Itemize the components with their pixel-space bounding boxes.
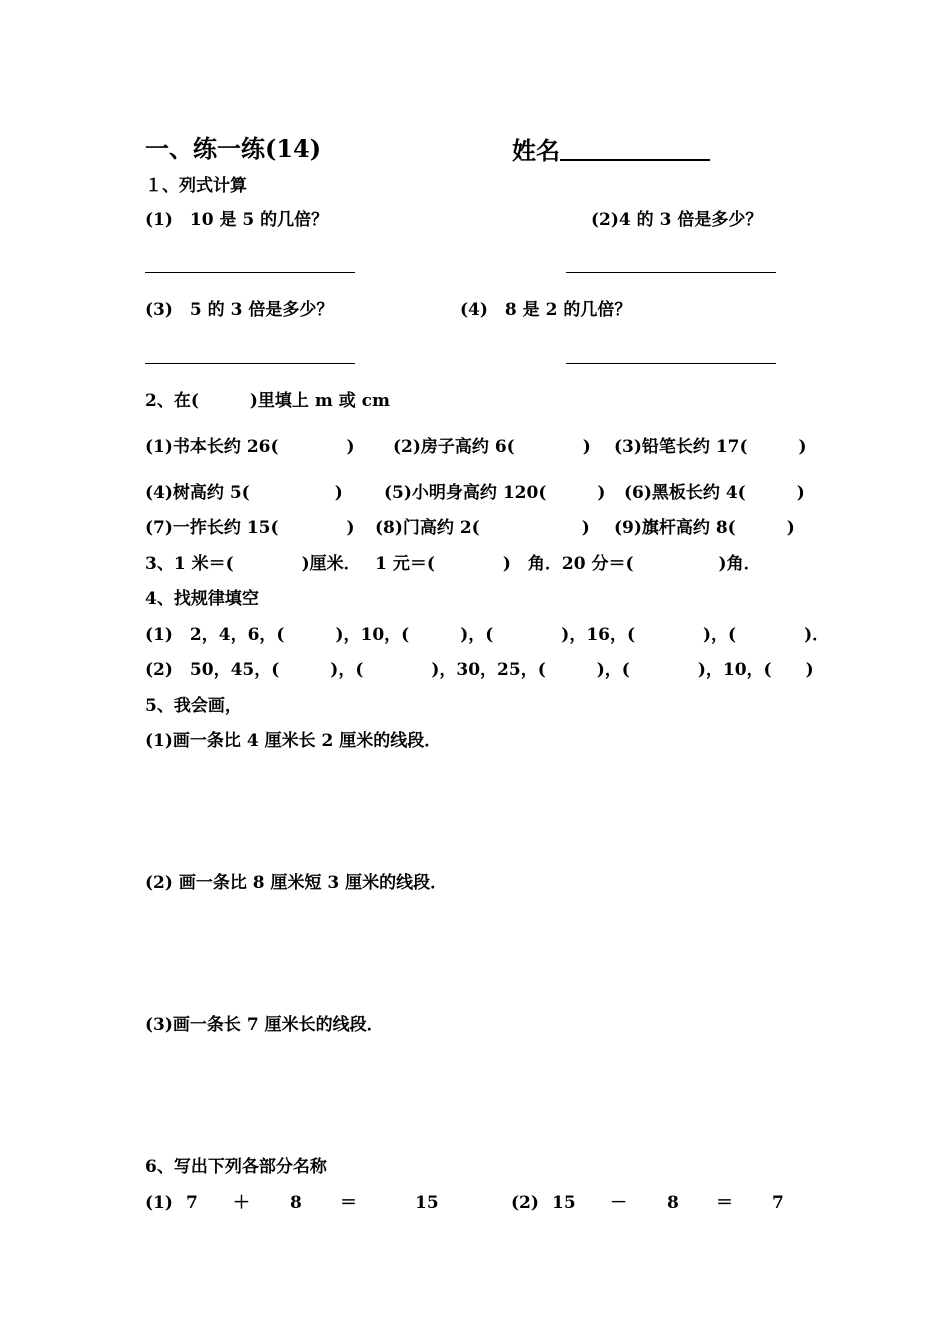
answer-line-2[interactable] — [566, 272, 776, 273]
answer-line-4[interactable] — [566, 363, 776, 364]
draw-task-3: (3)画一条长 7 厘米长的线段． — [145, 1015, 384, 1035]
name-blank[interactable] — [560, 137, 710, 161]
equation-1-addend-b: 8 — [290, 1193, 302, 1213]
unit-item-5: (5)小明身高约 120( ) — [384, 483, 606, 503]
unit-item-9: (9)旗杆高约 8( ) — [614, 518, 795, 538]
answer-line-1[interactable] — [145, 272, 355, 273]
section-6-heading: 6、写出下列各部分名称 — [145, 1157, 327, 1177]
draw-task-1: (1)画一条比 4 厘米长 2 厘米的线段． — [145, 731, 442, 751]
pattern-row-2: (2) 50，45，( )，( )，30，25，( )，( )，10，( ) — [145, 660, 814, 680]
section-5-heading: 5、我会画， — [145, 696, 242, 716]
equation-1-label: (1) — [145, 1193, 173, 1213]
section-4-heading: 4、找规律填空 — [145, 589, 259, 609]
equation-2-equals: ＝ — [716, 1193, 733, 1213]
equation-1-equals: ＝ — [340, 1193, 357, 1213]
name-field[interactable] — [512, 137, 710, 163]
question-1-2: (2)4 的 3 倍是多少？ — [591, 210, 763, 230]
unit-item-8: (8)门高约 2( ) — [375, 518, 590, 538]
equation-1-addend-a: 7 — [186, 1193, 198, 1213]
question-1-3: (3) 5 的 3 倍是多少？ — [145, 300, 334, 320]
question-1-1: (1) 10 是 5 的几倍？ — [145, 210, 329, 230]
unit-item-2: (2)房子高约 6( ) — [393, 437, 591, 457]
equation-1-plus: ＋ — [233, 1193, 250, 1213]
draw-task-2: (2) 画一条比 8 厘米短 3 厘米的线段． — [145, 873, 448, 893]
question-1-4: (4) 8 是 2 的几倍？ — [460, 300, 632, 320]
equation-2-difference: 7 — [772, 1193, 784, 1213]
equation-2-label: (2) — [511, 1193, 539, 1213]
section-3-conversion: 3、1 米＝( )厘米． 1 元＝( ) 角．20 分＝( )角． — [145, 554, 761, 574]
answer-line-3[interactable] — [145, 363, 355, 364]
equation-2-minuend: 15 — [552, 1193, 576, 1213]
unit-item-6: (6)黑板长约 4( ) — [624, 483, 805, 503]
pattern-row-1: (1) 2，4，6，( )，10，( )，( )，16，( )，( )． — [145, 625, 830, 645]
equation-1-sum: 15 — [415, 1193, 439, 1213]
section-1-heading: １、列式计算 — [145, 176, 247, 196]
worksheet-title: 一、练一练(14) — [145, 134, 322, 163]
equation-2-minus: － — [610, 1193, 627, 1213]
unit-item-4: (4)树高约 5( ) — [145, 483, 343, 503]
equation-2-subtrahend: 8 — [667, 1193, 679, 1213]
name-label: 姓名 — [512, 136, 560, 165]
section-2-heading: 2、在( )里填上 m 或 cm — [145, 391, 390, 411]
unit-item-7: (7)一拃长约 15( ) — [145, 518, 355, 538]
unit-item-1: (1)书本长约 26( ) — [145, 437, 355, 457]
unit-item-3: (3)铅笔长约 17( ) — [614, 437, 807, 457]
